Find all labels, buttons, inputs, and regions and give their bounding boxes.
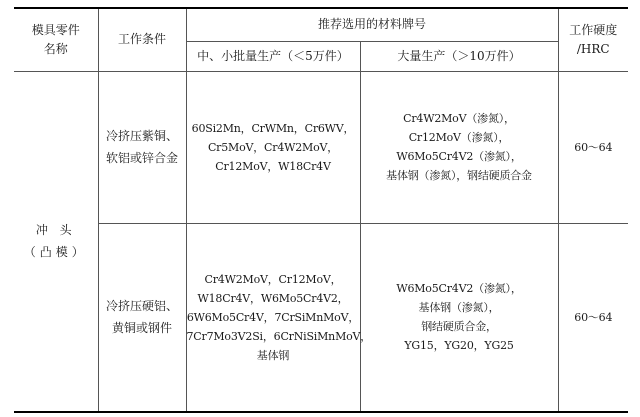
header-conditions: 工作条件 — [98, 8, 186, 71]
table-row — [14, 71, 628, 223]
material-line: 基体钢（渗氮），钢结硬质合金 — [386, 169, 532, 182]
material-line: W18Cr4V，W6Mo5Cr4V2， — [197, 291, 349, 305]
header-part-name — [14, 8, 98, 71]
table-row — [14, 223, 628, 412]
header-hardness-line-2: /HRC — [576, 41, 610, 56]
conditions-cell — [98, 223, 186, 412]
material-line: Cr4W2MoV（渗氮）， — [403, 112, 515, 125]
material-line: 基体钢（渗氮）， — [418, 301, 500, 315]
large-batch-cell — [360, 223, 558, 412]
header-recommended-materials: 推荐选用的材料牌号 — [186, 8, 558, 41]
material-table — [14, 7, 628, 413]
hardness-cell: 60～64 — [558, 71, 628, 223]
material-line: W6Mo5Cr4V2（渗氮）， — [396, 150, 522, 163]
material-line: 基体钢 — [256, 348, 290, 362]
small-batch-cell — [186, 223, 372, 412]
material-line: 6W6Mo5Cr4V，7CrSiMnMoV， — [186, 310, 360, 324]
material-line: Cr5MoV，Cr4W2MoV， — [207, 140, 339, 154]
material-line: 7Cr7Mo3V2Si，6CrNiSiMnMoV， — [186, 329, 372, 343]
conditions-cell — [98, 71, 186, 223]
part-name-line-2: （凸模） — [23, 245, 88, 260]
header-large-batch: 大量生产（＞10万件） — [360, 41, 558, 71]
material-line: Cr4W2MoV，Cr12MoV， — [204, 272, 342, 286]
material-line: YG15，YG20，YG25 — [404, 339, 514, 353]
material-line: W6Mo5Cr4V2（渗氮）， — [396, 282, 522, 296]
header-part-name-line-2: 名称 — [43, 41, 68, 56]
conditions-line: 冷挤压紫铜、 — [105, 129, 178, 143]
material-line: 钢结硬质合金， — [421, 320, 497, 334]
material-line: Cr12MoV（渗氮）， — [408, 131, 510, 144]
header-hardness-line-1: 工作硬度 — [569, 22, 618, 37]
header-part-name-line-1: 模具零件 — [31, 22, 80, 37]
header-small-batch: 中、小批量生产（＜5万件） — [186, 41, 360, 71]
material-line: Cr12MoV，W18Cr4V — [215, 159, 331, 173]
part-name-line-1: 冲 头 — [35, 223, 76, 238]
large-batch-cell — [360, 71, 558, 223]
header-hardness — [558, 8, 628, 71]
hardness-cell: 60～64 — [558, 223, 628, 412]
conditions-line: 黄铜或钢件 — [111, 321, 172, 336]
small-batch-cell — [186, 71, 360, 223]
conditions-line: 冷挤压硬铝、 — [105, 299, 178, 314]
material-line: 60Si2Mn，CrWMn，Cr6WV， — [191, 121, 355, 135]
part-name-cell — [14, 71, 98, 412]
conditions-line: 软铝或锌合金 — [105, 151, 178, 165]
